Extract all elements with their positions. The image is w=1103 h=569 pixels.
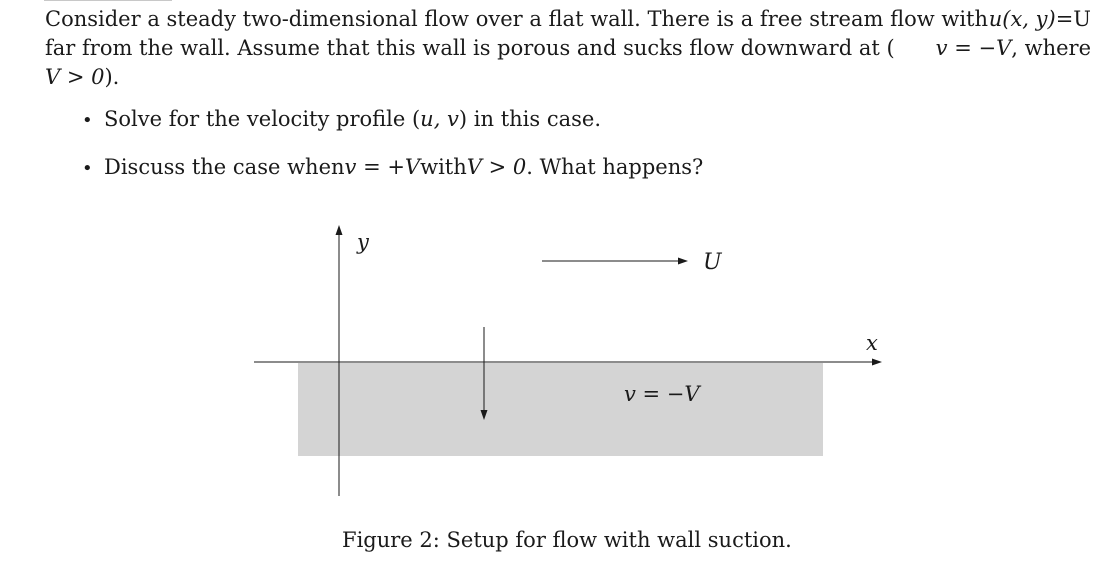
freestream-arrowhead <box>678 258 688 265</box>
task-text-mid: with <box>420 155 467 179</box>
freestream-velocity-math: u(x, y) <box>988 7 1056 31</box>
problem-line-2-tail: , where <box>1011 36 1091 60</box>
y-axis-arrowhead <box>336 225 343 235</box>
task-text-after: ) in this case. <box>458 107 601 131</box>
suction-label: v = −V <box>624 382 700 406</box>
suction-velocity-math: v = −V <box>935 36 1012 60</box>
problem-line-3-tail: ). <box>104 65 120 89</box>
task-math: v = +V <box>344 155 421 179</box>
task-math-condition: V > 0 <box>466 155 527 179</box>
positive-v-condition-math: V > 0 <box>45 65 105 89</box>
problem-line-1-text: Consider a steady two-dimensional flow over a flat wall. There is a free stream flow with <box>45 7 989 31</box>
porous-wall <box>298 363 823 456</box>
x-axis-label: x <box>866 331 878 355</box>
figure-caption: Figure 2: Setup for flow with wall suction. <box>342 528 792 552</box>
freestream-label: U <box>703 250 722 275</box>
task-text-before: Discuss the case when <box>104 155 345 179</box>
problem-line-2-text: far from the wall. Assume that this wall is porous and sucks flow downward at ( <box>45 36 895 60</box>
bullet: • <box>82 158 93 179</box>
task-text-before: Solve for the velocity profile ( <box>104 107 421 131</box>
x-axis-arrowhead <box>872 359 882 366</box>
task-math: u, v <box>420 107 459 131</box>
task-text-after: . What happens? <box>526 155 704 179</box>
bullet: • <box>82 110 93 131</box>
y-axis-label: y <box>357 230 369 254</box>
problem-line-1-tail: =U <box>1055 7 1091 31</box>
